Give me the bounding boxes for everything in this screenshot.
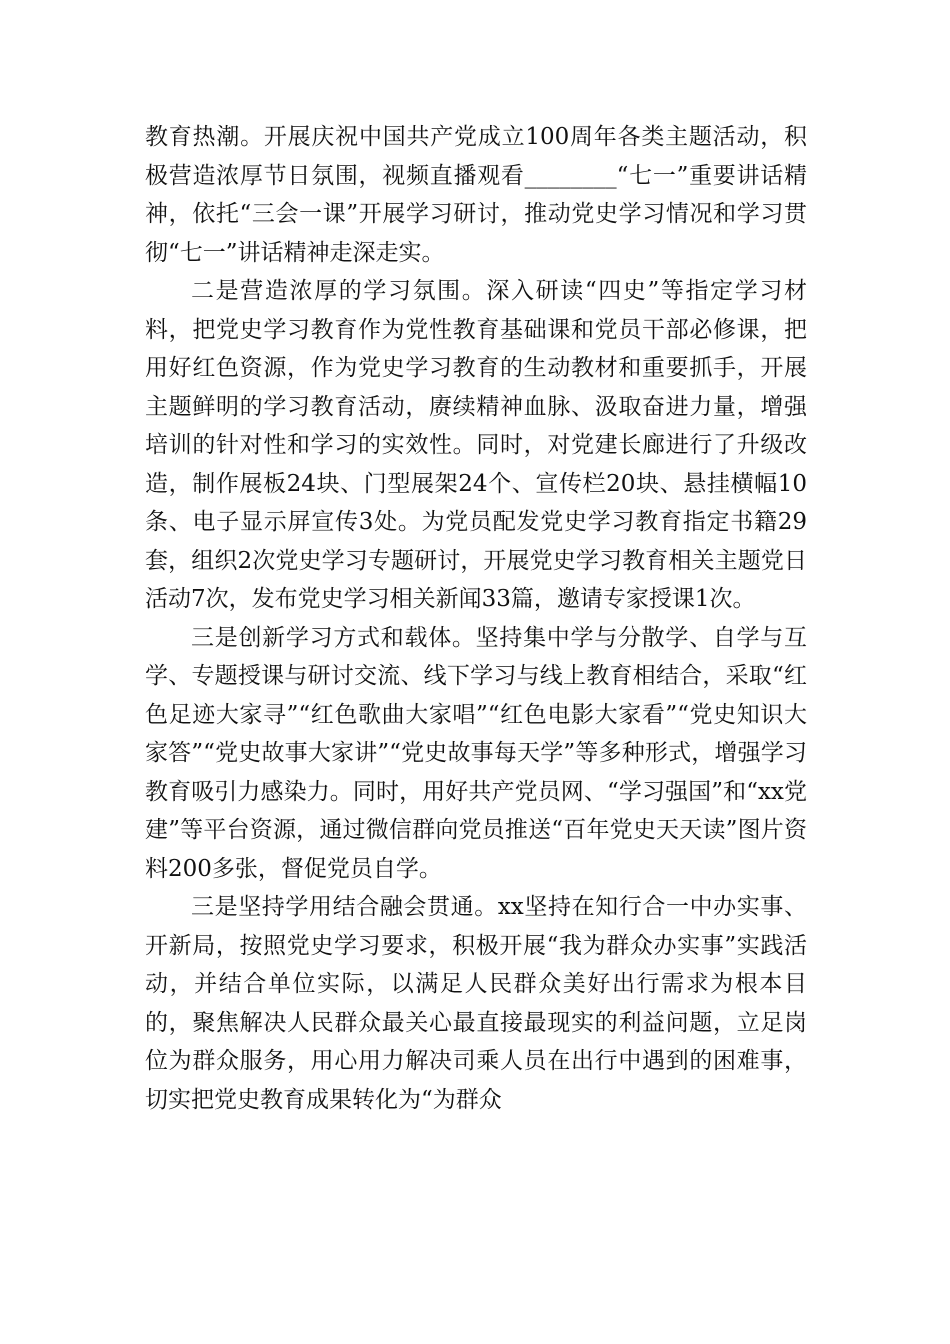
paragraph-continuation: 教育热潮。开展庆祝中国共产党成立100周年各类主题活动，积极营造浓厚节日氛围，视频直播观看________“七一”重要讲话精神，依托“三会一课”开展学习研讨，推动党史学习情况和学习贯彻“七一”讲话精神走深走实。 bbox=[145, 124, 807, 266]
document-page bbox=[145, 118, 807, 1119]
paragraph-learning-application: 三是坚持学用结合融会贯通。xx坚持在知行合一中办实事、开新局，按照党史学习要求，积极开展“我为群众办实事”实践活动，并结合单位实际，以满足人民群众美好出行需求为根本目的，聚焦解决人民群众最关心最直接最现实的利益问题，立足岗位为群众服务，用心用力解决司乘人员在出行中遇到的困难事，切实把党史教育成果转化为“为群众 bbox=[145, 894, 807, 1113]
paragraph-learning-methods: 三是创新学习方式和载体。坚持集中学与分散学、自学与互学、专题授课与研讨交流、线下学习与线上教育相结合，采取“红色足迹大家寻”“红色歌曲大家唱”“红色电影大家看”“党史知识大家答”“党史故事大家讲”“党史故事每天学”等多种形式，增强学习教育吸引力感染力。同时，用好共产党员网、“学习强国”和“xx党建”等平台资源，通过微信群向党员推送“百年党史天天读”图片资料200多张，督促党员自学。 bbox=[145, 624, 807, 882]
paragraph-learning-atmosphere: 二是营造浓厚的学习氛围。深入研读“四史”等指定学习材料，把党史学习教育作为党性教育基础课和党员干部必修课，把用好红色资源，作为党史学习教育的生动教材和重要抓手，开展主题鲜明的学习教育活动，赓续精神血脉、汲取奋进力量，增强培训的针对性和学习的实效性。同时，对党建长廊进行了升级改造，制作展板24块、门型展架24个、宣传栏20块、悬挂横幅10条、电子显示屏宣传3处。为党员配发党史学习教育指定书籍29套，组织2次党史学习专题研讨，开展党史学习教育相关主题党日活动7次，发布党史学习相关新闻33篇，邀请专家授课1次。 bbox=[145, 278, 807, 612]
